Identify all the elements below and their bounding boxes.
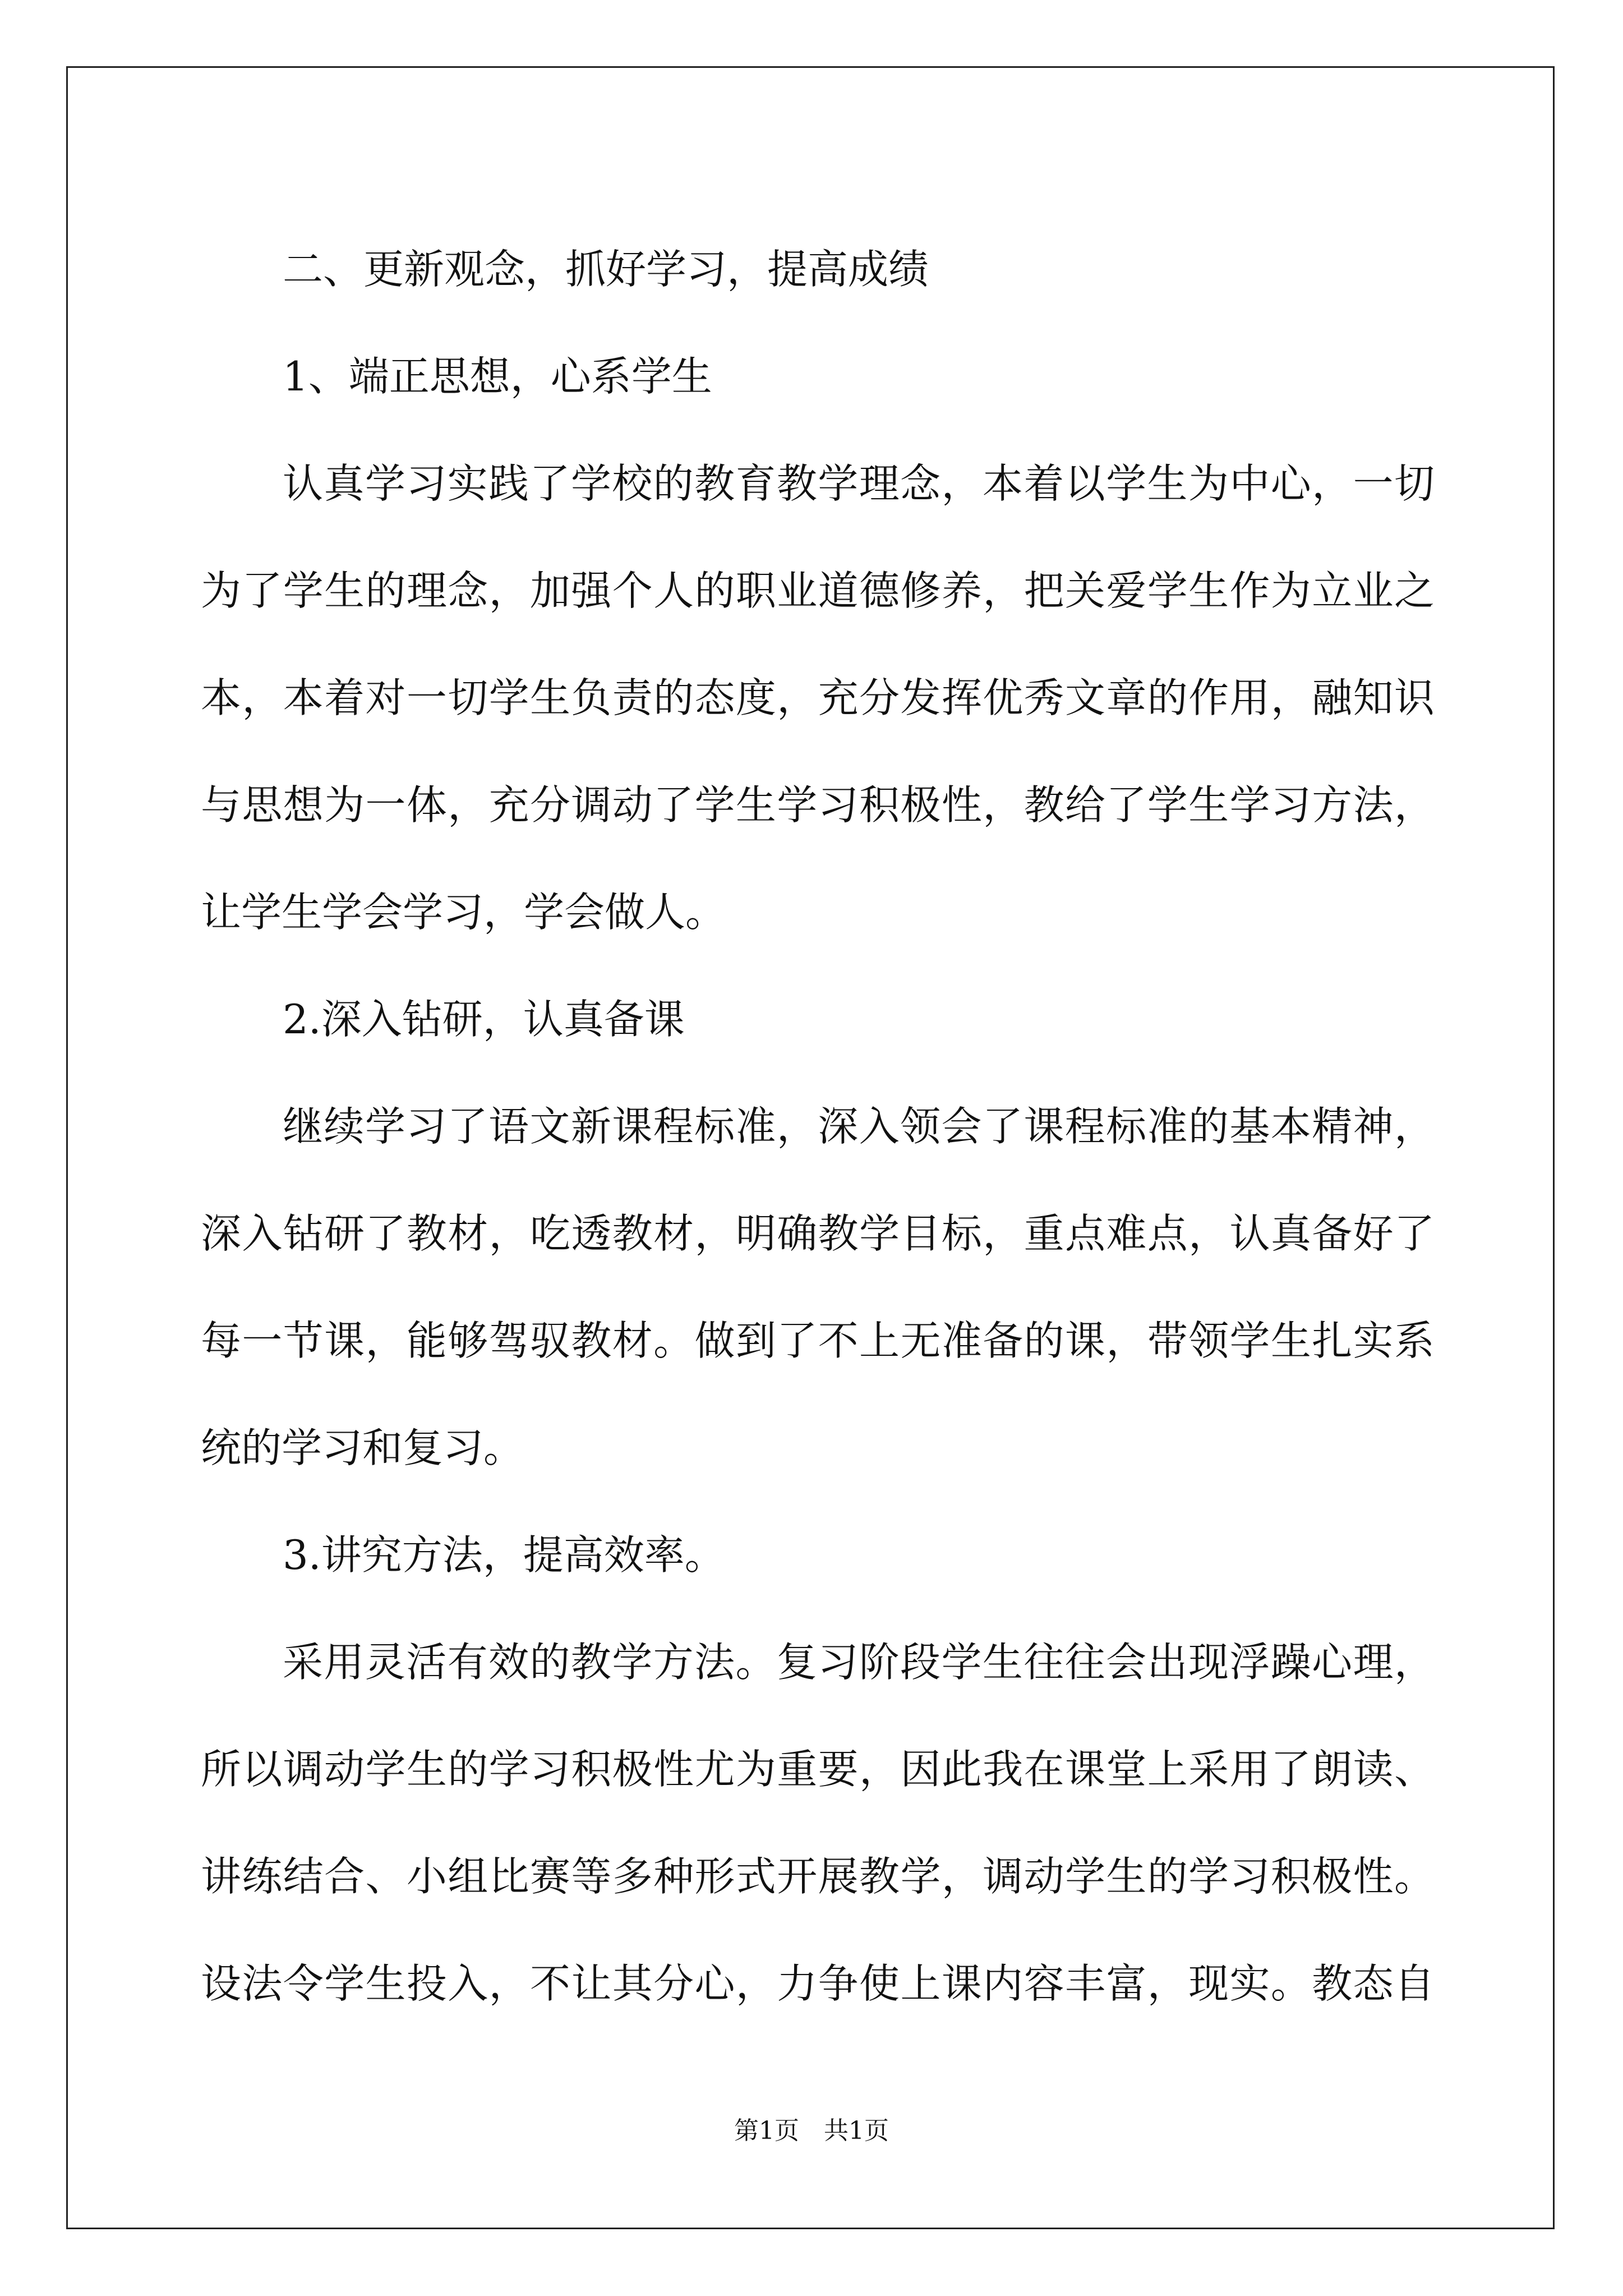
paragraph-line: 深入钻研了教材，吃透教材，明确教学目标，重点难点，认真备好了 xyxy=(201,1210,1435,1257)
paragraph-line: 为了学生的理念，加强个人的职业道德修养，把关爱学生作为立业之 xyxy=(201,567,1435,614)
subsection-heading-3: 3.讲究方法，提高效率。 xyxy=(283,1531,725,1579)
paragraph-line: 让学生学会学习，学会做人。 xyxy=(201,889,726,936)
section-heading: 二、更新观念，抓好学习，提高成绩 xyxy=(283,246,929,293)
paragraph-line: 采用灵活有效的教学方法。复习阶段学生往往会出现浮躁心理， xyxy=(283,1639,1435,1686)
paragraph-line: 每一节课，能够驾驭教材。做到了不上无准备的课，带领学生扎实系 xyxy=(201,1317,1435,1364)
subsection-heading-2: 2.深入钻研，认真备课 xyxy=(283,996,685,1043)
paragraph-line: 继续学习了语文新课程标准，深入领会了课程标准的基本精神， xyxy=(283,1103,1435,1150)
paragraph-line: 设法令学生投入，不让其分心，力争使上课内容丰富，现实。教态自 xyxy=(201,1960,1435,2007)
paragraph-line: 所以调动学生的学习积极性尤为重要，因此我在课堂上采用了朗读、 xyxy=(201,1746,1435,1793)
paragraph-line: 讲练结合、小组比赛等多种形式开展教学，调动学生的学习积极性。 xyxy=(201,1853,1435,1900)
paragraph-line: 与思想为一体，充分调动了学生学习积极性，教给了学生学习方法， xyxy=(201,781,1435,829)
paragraph-line: 认真学习实践了学校的教育教学理念，本着以学生为中心，一切 xyxy=(283,460,1435,507)
page-number-footer: 第1页 共1页 xyxy=(734,2116,889,2145)
subsection-heading-1: 1、端正思想，心系学生 xyxy=(283,353,712,400)
paragraph-line: 本，本着对一切学生负责的态度，充分发挥优秀文章的作用，融知识 xyxy=(201,674,1435,721)
paragraph-line: 统的学习和复习。 xyxy=(201,1424,524,1471)
document-body xyxy=(201,216,1435,2037)
